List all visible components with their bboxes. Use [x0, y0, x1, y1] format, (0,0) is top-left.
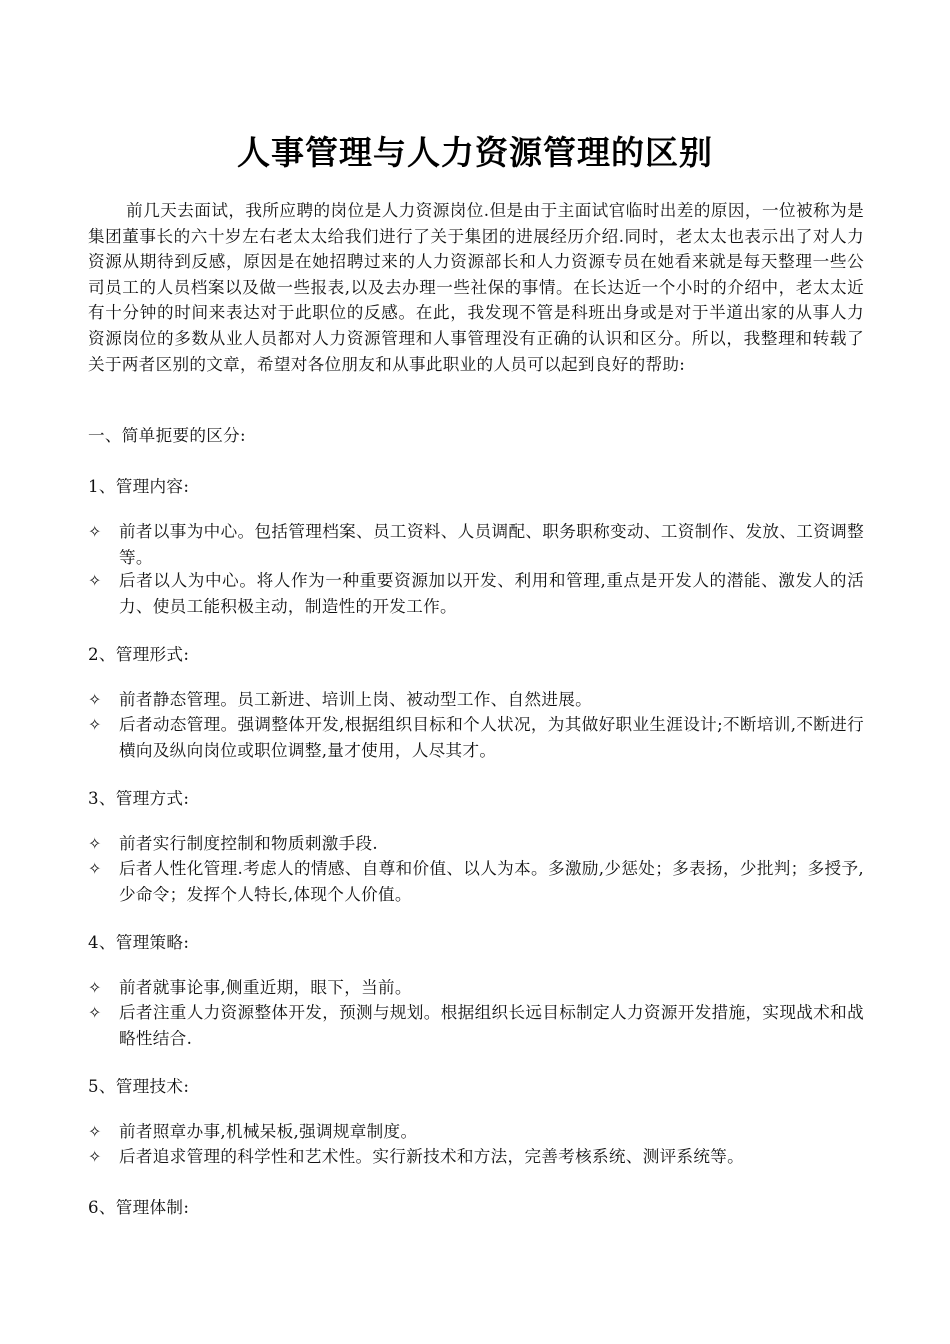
bullet-item [88, 831, 864, 857]
bullet-text: 前者就事论事,侧重近期，眼下，当前。 [119, 978, 412, 997]
diamond-bullet-icon: ✧ [88, 859, 102, 878]
item-heading-strategy: 4、管理策略: [88, 933, 190, 952]
diamond-bullet-icon: ✧ [88, 1147, 102, 1166]
diamond-bullet-icon: ✧ [88, 1003, 102, 1022]
bullet-item [88, 712, 864, 763]
bullet-item [88, 975, 864, 1001]
bullet-item [88, 1000, 864, 1051]
bullet-text: 后者以人为中心。将人作为一种重要资源加以开发、利用和管理,重点是开发人的潜能、激发人的活力、使员工能积极主动，制造性的开发工作。 [119, 571, 864, 616]
bullet-item [88, 1119, 864, 1145]
intro-paragraph: 前几天去面试，我所应聘的岗位是人力资源岗位.但是由于主面试官临时出差的原因，一位被称为是集团董事长的六十岁左右老太太给我们进行了关于集团的进展经历介绍.同时，老太太也表示出了对人力资源从期待到反感，原因是在她招聘过来的人力资源部长和人力资源专员在她看来就是每天整理一些公司员工的人员档案以及做一些报表,以及去办理一些社保的事情。在长达近一个小时的介绍中，老太太近有十分钟的时间来表达对于此职位的反感。在此，我发现不管是科班出身或是对于半道出家的从事人力资源岗位的多数从业人员都对人力资源管理和人事管理没有正确的认识和区分。所以，我整理和转载了关于两者区别的文章，希望对各位朋友和从事此职业的人员可以起到良好的帮助: [88, 201, 864, 374]
bullet-text: 前者照章办事,机械呆板,强调规章制度。 [119, 1122, 418, 1141]
bullet-text: 后者注重人力资源整体开发，预测与规划。根据组织长远目标制定人力资源开发措施，实现战术和战略性结合. [119, 1003, 864, 1048]
diamond-bullet-icon: ✧ [88, 834, 102, 853]
bullet-item [88, 568, 864, 619]
bullet-text: 后者动态管理。强调整体开发,根据组织目标和个人状况，为其做好职业生涯设计;不断培训,不断进行横向及纵向岗位或职位调整,量才使用，人尽其才。 [119, 715, 864, 760]
item-heading-form: 2、管理形式: [88, 645, 190, 664]
diamond-bullet-icon: ✧ [88, 978, 102, 997]
diamond-bullet-icon: ✧ [88, 715, 102, 734]
bullet-text: 前者实行制度控制和物质刺激手段. [119, 834, 378, 853]
diamond-bullet-icon: ✧ [88, 1122, 102, 1141]
bullet-item [88, 856, 864, 907]
bullet-item [88, 1144, 864, 1170]
diamond-bullet-icon: ✧ [88, 690, 102, 709]
bullet-text: 前者静态管理。员工新进、培训上岗、被动型工作、自然进展。 [119, 690, 593, 709]
item-heading-technique: 5、管理技术: [88, 1077, 190, 1096]
section-heading: 一、简单扼要的区分: [88, 426, 246, 445]
diamond-bullet-icon: ✧ [88, 571, 102, 590]
page-title: 人事管理与人力资源管理的区别 [237, 133, 713, 172]
bullet-text: 前者以事为中心。包括管理档案、员工资料、人员调配、职务职称变动、工资制作、发放、工资调整等。 [119, 522, 864, 567]
diamond-bullet-icon: ✧ [88, 522, 102, 541]
bullet-item [88, 687, 864, 713]
item-heading-system: 6、管理体制: [88, 1198, 190, 1217]
bullet-text: 后者追求管理的科学性和艺术性。实行新技术和方法，完善考核系统、测评系统等。 [119, 1147, 745, 1166]
bullet-text: 后者人性化管理.考虑人的情感、自尊和价值、以人为本。多激励,少惩处；多表扬，少批判；多授予,少命令；发挥个人特长,体现个人价值。 [119, 859, 864, 904]
item-heading-content: 1、管理内容: [88, 477, 190, 496]
item-heading-method: 3、管理方式: [88, 789, 190, 808]
bullet-item [88, 519, 864, 570]
